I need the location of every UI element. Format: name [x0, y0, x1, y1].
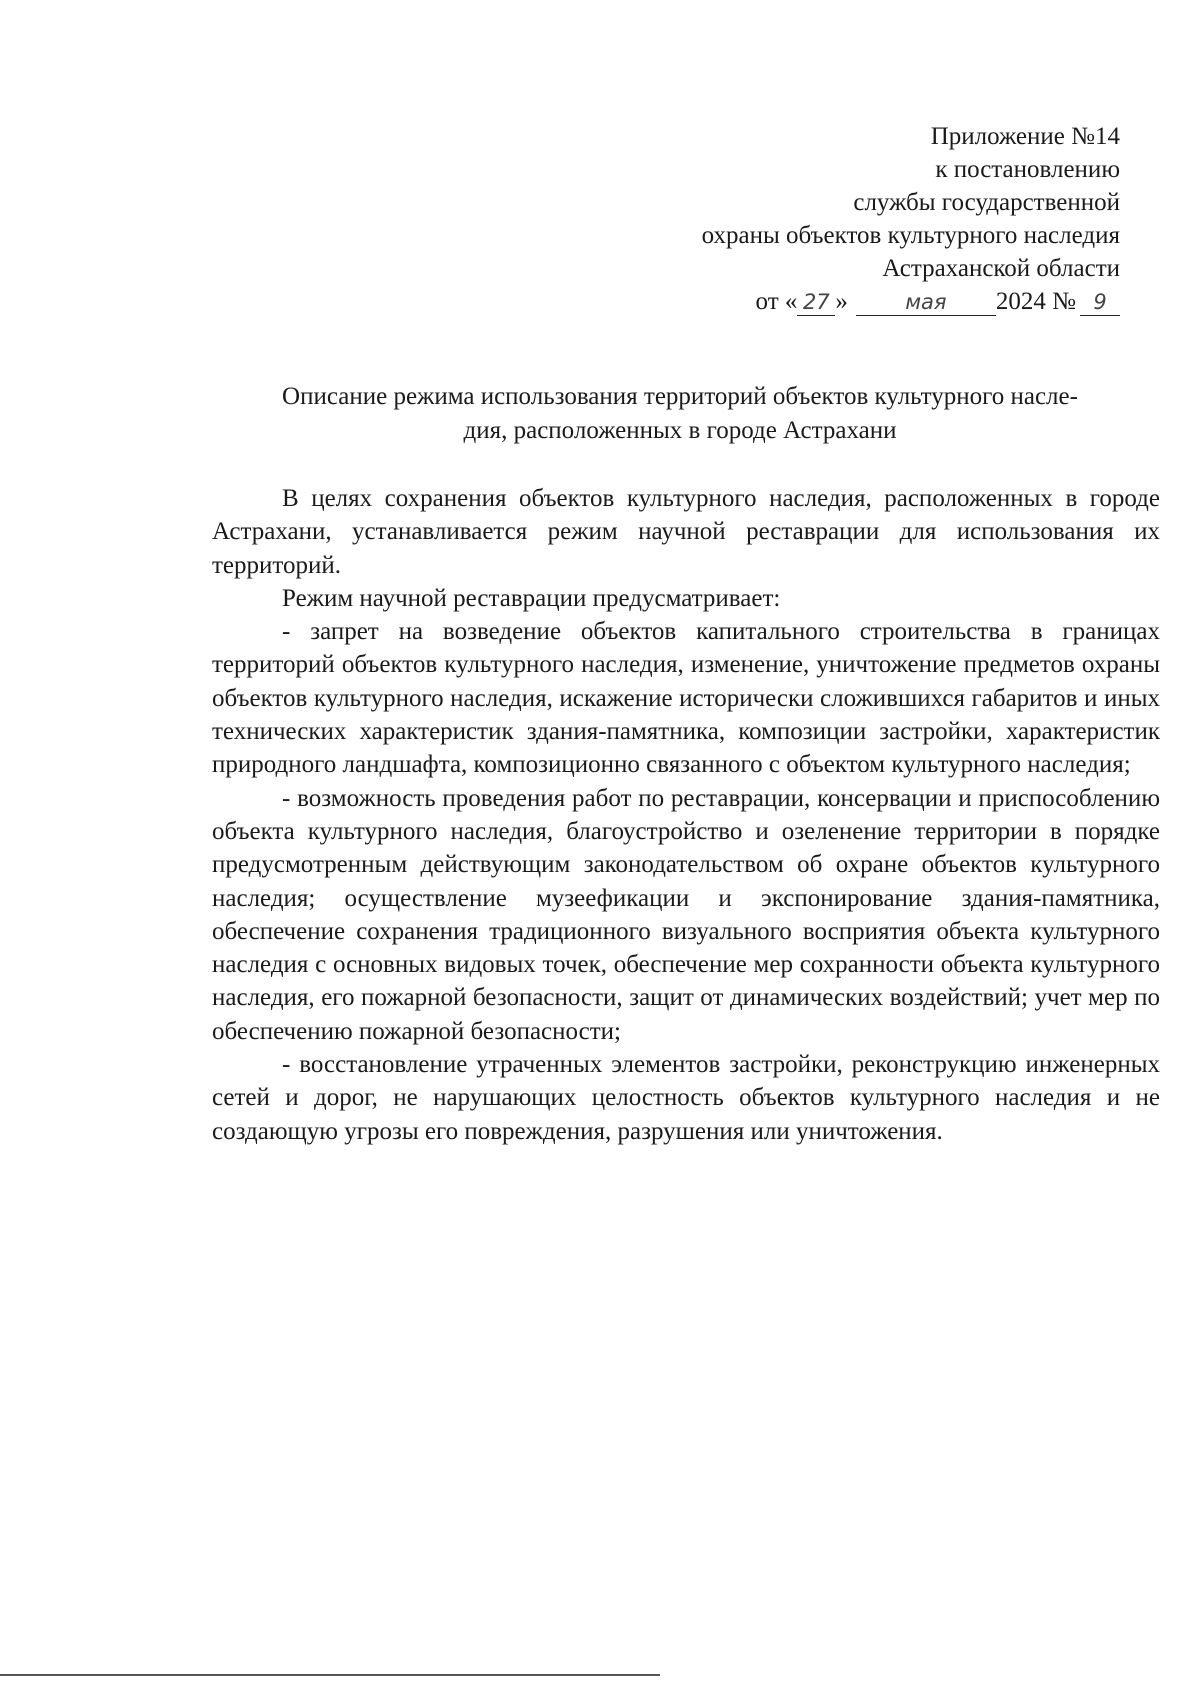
approval-date-line [560, 285, 1120, 318]
date-year: 2024 № [995, 288, 1076, 315]
approval-line-region: Астраханской области [882, 255, 1120, 282]
paragraph-prohibition: - запрет на возведение объектов капитального строительства в границах территорий объектов культурного наследия, изменение, уничтожение предметов охраны объектов культурного наследия, искажение исторически сложившихся габаритов и иных технических характеристик здания-памятника, композиции застройки, характеристик природного ландшафта, композиционно связанного с объектом культурного наследия; [212, 618, 1160, 779]
bottom-scan-line [0, 1674, 660, 1676]
date-day-field [797, 289, 835, 316]
resolution-number-field [1080, 289, 1120, 316]
approval-block [560, 120, 1120, 318]
paragraph-permitted-works: - возможность проведения работ по реставрации, консервации и приспособлению объекта культурного наследия, благоустройство и озеленение территории в порядке предусмотренным действующим законодательством об охране объектов культурного наследия; осуществление музеефикации и экспонирование здания-памятника, обеспечение сохранения традиционного визуального восприятия объекта культурного наследия с основных видовых точек, обеспечение мер сохранности объекта культурного наследия, его пожарной безопасности, защит от динамических воздействий; учет мер по обеспечению пожарной безопасности; [212, 784, 1160, 1045]
approval-line-service: службы государственной [853, 189, 1120, 216]
document-body [212, 482, 1160, 1148]
appendix-number: Приложение №14 [930, 123, 1120, 150]
title-line-2: дия, расположенных в городе Астрахани [463, 417, 897, 444]
date-month-field [856, 289, 996, 316]
title-line-1: Описание режима использования территорий объектов культурного насле- [282, 383, 1078, 410]
date-prefix: от « [755, 288, 798, 315]
approval-line-protection: охраны объектов культурного наследия [701, 222, 1120, 249]
date-day-handwritten: 27 [803, 290, 830, 314]
date-close-quote: » [835, 288, 848, 315]
resolution-number-handwritten: 9 [1093, 290, 1107, 314]
paragraph-intro: В целях сохранения объектов культурного наследия, расположенных в городе Астрахани, устанавливается режим научной реставрации для использования их территорий. [212, 485, 1160, 579]
date-month-handwritten: мая [905, 290, 947, 314]
approval-line-resolution: к постановлению [935, 156, 1120, 183]
paragraph-regime-heading: Режим научной реставрации предусматривает: [282, 584, 781, 612]
paragraph-restoration: - восстановление утраченных элементов застройки, реконструкцию инженерных сетей и дорог, не нарушающих целостность объектов культурного наследия и не создающую угрозы его повреждения, разрушения или уничтожения. [212, 1051, 1160, 1145]
document-title [200, 380, 1160, 448]
